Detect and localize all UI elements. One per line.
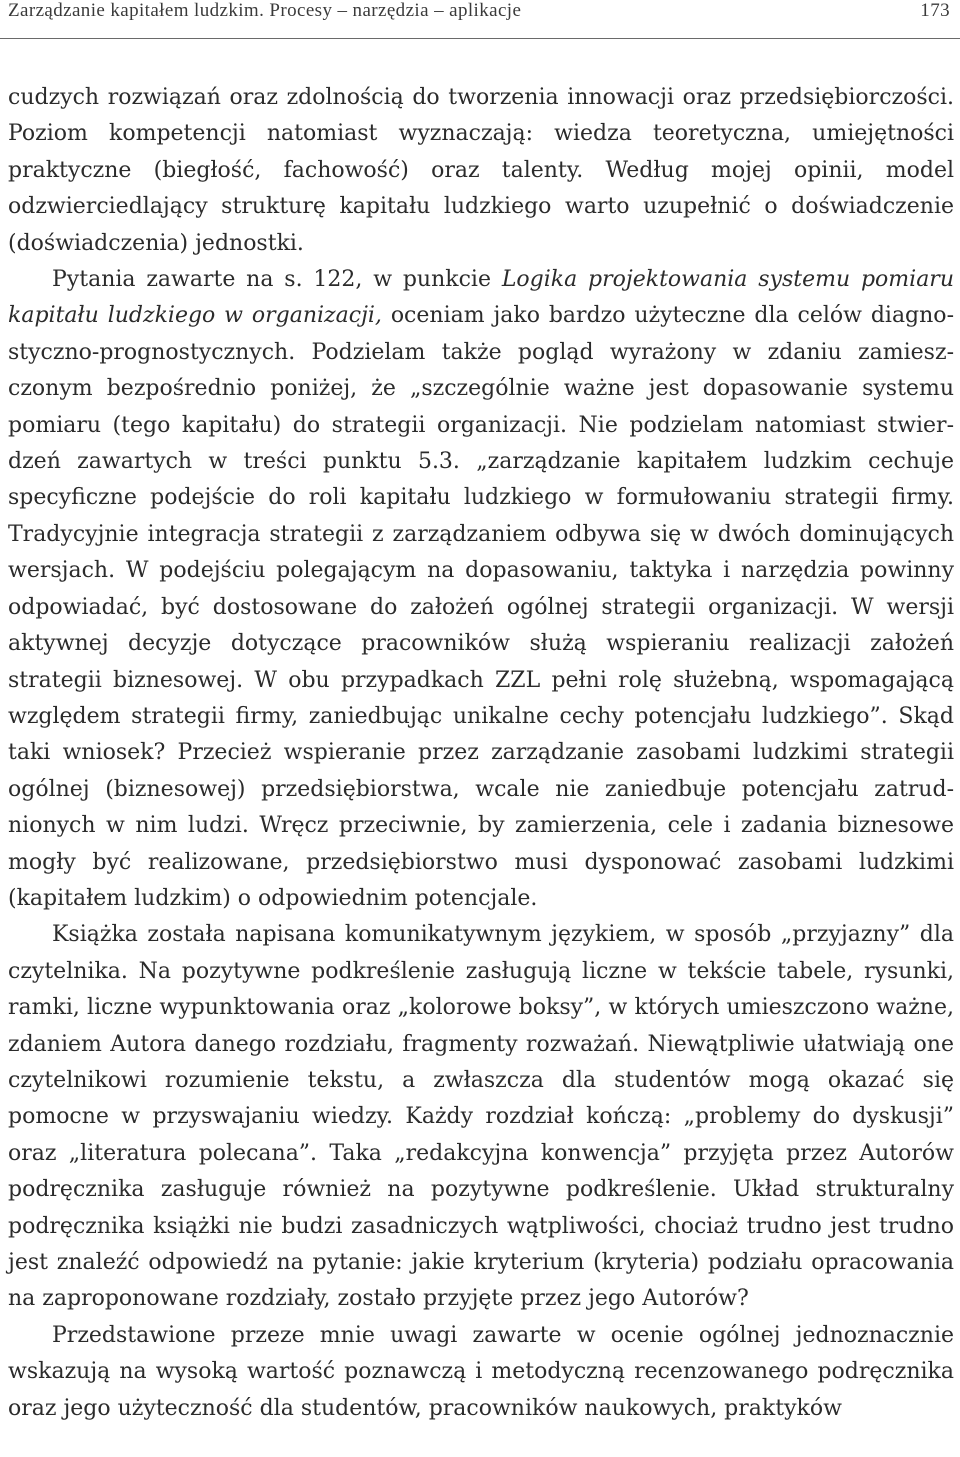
page-number: 173: [920, 0, 950, 21]
header-rule: [0, 38, 960, 39]
body-text: [8, 80, 954, 1427]
paragraph-2: [8, 262, 954, 917]
running-header: [8, 0, 954, 36]
running-title: Zarządzanie kapitałem ludzkim. Procesy – narzędzia – aplikacje: [8, 0, 522, 21]
paragraph-2-italic-title: Logika projektowania systemu pomiaru kapitału ludzkiego w organizacji,: [8, 267, 954, 329]
paragraph-4: Przedstawione przeze mnie uwagi zawarte w ocenie ogólnej jednoznacznie wskazują na wysoką wartość poznawczą i metodyczną recenzowanego podręcznika oraz jego użyteczność dla studentów, pracowników naukowych, praktyków: [8, 1322, 954, 1421]
paragraph-2-lead: Pytania zawarte na s. 122, w punkcie: [52, 267, 502, 293]
paragraph-2-rest: oceniam jako bardzo użyteczne dla celów diagnostyczno-prognostycznych. Podzielam także pogląd wyrażony w zdaniu zamieszczonym bezpośrednio poniżej, że „szczególnie ważne jest dopasowanie systemu pomiaru (tego kapitału) do strategii organizacji. Nie podzielam natomiast stwierdzeń zawartych w treści punktu 5.3. „zarządzanie kapitałem ludzkim cechuje specyficzne podejście do roli kapitału ludzkiego w formułowaniu strategii firmy. Tradycyjnie integracja strategii z zarządzaniem odbywa się w dwóch dominujących wersjach. W podejściu polegającym na dopasowaniu, taktyka i narzędzia powinny odpowiadać, być dostosowane do założeń ogólnej strategii organizacji. W wersji aktywnej decyzje dotyczące pracowników służą wspieraniu realizacji założeń strategii biznesowej. W obu przypadkach ZZL pełni rolę służebną, wspomagającą względem strategii firmy, zaniedbując unikalne cechy potencjału ludzkiego”. Skąd taki wniosek? Przecież wspieranie przez zarządzanie zasobami ludzkimi strategii ogólnej (biznesowej) przedsiębiorstwa, wcale nie zaniedbuje potencjału zatrudnionych w nim ludzi. Wręcz przeciwnie, by zamierzenia, cele i zadania biznesowe mogły być realizowane, przedsiębiorstwo musi dysponować zasobami ludzkimi (kapitałem ludzkim) o odpowiednim potencjale.: [8, 303, 954, 911]
paragraph-3: Książka została napisana komunikatywnym językiem, w sposób „przyjazny” dla czytelnika. Na pozytywne podkreślenie zasługują liczne w tekście tabele, rysunki, ramki, liczne wypunktowania oraz „kolorowe boksy”, w których umieszczono ważne, zdaniem Autora danego rozdziału, fragmenty rozważań. Niewątpliwie ułatwiają one czytelnikowi rozumienie tekstu, a zwłaszcza dla studentów mogą okazać się pomocne w przyswajaniu wiedzy. Każdy rozdział kończą: „problemy do dyskusji” oraz „literatura polecana”. Taka „redakcyjna konwencja” przyjęta przez Autorów podręcznika zasługuje również na pozytywne podkreślenie. Układ strukturalny podręcznika książki nie budzi zasadniczych wątpliwości, chociaż trudno jest trudno jest znaleźć odpowiedź na pytanie: jakie kryterium (kryteria) podziału opracowania na zaproponowane rozdziały, zostało przyjęte przez jego Autorów?: [8, 922, 954, 1312]
paragraph-1: cudzych rozwiązań oraz zdolnością do tworzenia innowacji oraz przedsiębiorczości. Poziom kompetencji natomiast wyznaczają: wiedza teoretyczna, umiejętności praktyczne (biegłość, fachowość) oraz talenty. Według mojej opinii, model odzwierciedlający strukturę kapitału ludzkiego warto uzupełnić o doświadczenie (doświadczenia) jednostki.: [8, 85, 954, 256]
